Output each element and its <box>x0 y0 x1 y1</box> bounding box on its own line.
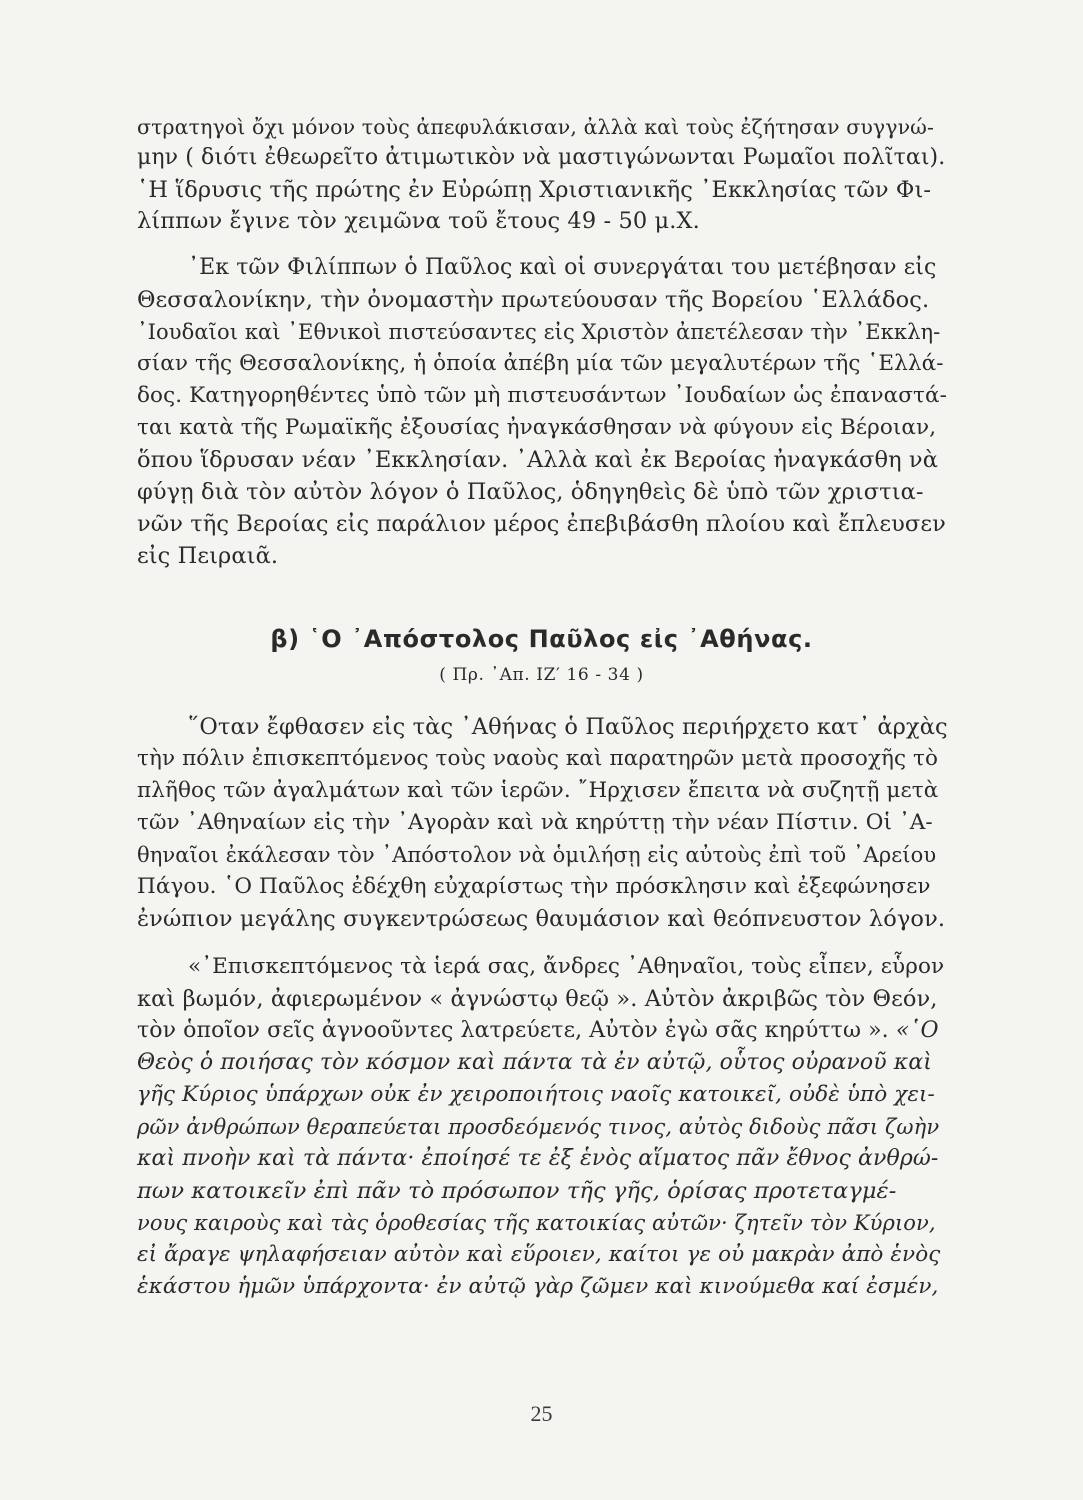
italic-text-line: πων κατοικεῖν ἐπὶ πᾶν τὸ πρόσωπον τῆς γῆς, ὁρίσας προτεταγμέ- <box>137 1178 897 1204</box>
text-line: τῶν ᾿Αθηναίων εἰς τὴν ᾿Αγορὰν καὶ νὰ κηρύττῃ τὴν νέαν Πίστιν. Οἱ ᾿Α- <box>137 810 933 835</box>
text-line: «᾿Επισκεπτόμενος τὰ ἱερά σας, ἄνδρες ᾿Αθηναῖοι, τοὺς εἶπεν, εὗρον <box>188 954 945 979</box>
text-italic: «῾Ο <box>895 1018 939 1043</box>
section-heading: β) ῾Ο ᾿Απόστολος Παῦλος εἰς ᾿Αθήνας. <box>270 625 813 653</box>
text-line: εἰς Πειραιᾶ. <box>137 543 279 569</box>
text-line: Πάγου. ῾Ο Παῦλος ἐδέχθη εὐχαρίστως τὴν πρόσκλησιν καὶ ἐξεφώνησεν <box>137 874 931 899</box>
italic-text-line: ἑκάστου ἡμῶν ὑπάρχοντα· ἐν αὐτῷ γὰρ ζῶμεν καὶ κινούμεθα καί ἐσμέν, <box>137 1274 939 1299</box>
text-regular: τὸν ὁποῖον σεῖς ἀγνοοῦντες λατρεύετε, Αὐτὸν ἐγὼ σᾶς κηρύττω ». <box>137 1018 896 1043</box>
text-line: νῶν τῆς Βεροίας εἰς παράλιον μέρος ἐπεβιβάσθη πλοίου καὶ ἔπλευσεν <box>137 511 946 537</box>
text-line: ᾿Ιουδαῖοι καὶ ᾿Εθνικοὶ πιστεύσαντες εἰς Χριστὸν ἀπετέλεσαν τὴν ᾿Εκκλη- <box>137 320 941 344</box>
text-line-mixed <box>137 1016 947 1046</box>
page-number: 25 <box>530 1401 553 1426</box>
text-line: Θεσσαλονίκην, τὴν ὀνομαστὴν πρωτεύουσαν τῆς Βορείου ῾Ελλάδος. <box>137 287 930 313</box>
italic-text-line: γῆς Κύριος ὑπάρχων οὐκ ἐν χειροποιήτοις ναοῖς κατοικεῖ, οὐδὲ ὑπὸ χει- <box>137 1082 935 1107</box>
text-line: τὴν πόλιν ἐπισκεπτόμενος τοὺς ναοὺς καὶ παρατηρῶν μετὰ προσοχῆς τὸ <box>137 746 939 771</box>
italic-text-line: καὶ πνοὴν καὶ τὰ πάντα· ἐποίησέ τε ἐξ ἑνὸς αἵματος πᾶν ἔθνος ἀνθρώ- <box>137 1146 939 1171</box>
text-line: φύγῃ διὰ τὸν αὐτὸν λόγον ὁ Παῦλος, ὁδηγηθεὶς δὲ ὑπὸ τῶν χριστια- <box>137 479 924 505</box>
text-line: πλῆθος τῶν ἀγαλμάτων καὶ τῶν ἱερῶν. ῎Ηρχισεν ἔπειτα νὰ συζητῇ μετὰ <box>137 778 939 803</box>
scripture-reference: ( Πρ. ᾿Απ. ΙΖ′ 16 - 34 ) <box>439 665 644 685</box>
text-line: ται κατὰ τῆς Ρωμαϊκῆς ἐξουσίας ἠναγκάσθησαν νὰ φύγουν εἰς Βέροιαν, <box>137 415 937 440</box>
text-line: δος. Κατηγορηθέντες ὑπὸ τῶν μὴ πιστευσάντων ᾿Ιουδαίων ὡς ἐπαναστά- <box>137 383 947 408</box>
text-line: ῾Η ἵδρυσις τῆς πρώτης ἐν Εὐρώπῃ Χριστιανικῆς ᾿Εκκλησίας τῶν Φι- <box>137 177 932 203</box>
text-line: ᾿Εκ τῶν Φιλίππων ὁ Παῦλος καὶ οἱ συνεργάται του μετέβησαν εἰς <box>188 255 937 280</box>
text-line: σίαν τῆς Θεσσαλονίκης, ἡ ὁποία ἀπέβη μία τῶν μεγαλυτέρων τῆς ῾Ελλά- <box>137 351 944 376</box>
italic-text-line: ρῶν ἀνθρώπων θεραπεύεται προσδεόμενός τινος, αὐτὸς διδοὺς πᾶσι ζωὴν <box>137 1115 940 1139</box>
text-line: ὅπου ἵδρυσαν νέαν ᾿Εκκλησίαν. ᾿Αλλὰ καὶ ἐκ Βεροίας ἠναγκάσθη νὰ <box>137 447 939 473</box>
text-line: μην ( διότι ἐθεωρεῖτο ἀτιμωτικὸν νὰ μαστιγώνωνται Ρωμαῖοι πολῖται). <box>137 145 946 170</box>
text-line: θηναῖοι ἐκάλεσαν τὸν ᾿Απόστολον νὰ ὁμιλήσῃ εἰς αὐτοὺς ἐπὶ τοῦ ᾿Αρείου <box>137 843 937 867</box>
text-line: λίππων ἔγινε τὸν χειμῶνα τοῦ ἔτους 49 - 50 μ.Χ. <box>137 208 700 234</box>
text-line: στρατηγοὶ ὄχι μόνον τοὺς ἀπεφυλάκισαν, ἀλλὰ καὶ τοὺς ἐζήτησαν συγγνώ- <box>137 115 935 139</box>
text-line: καὶ βωμόν, ἀφιερωμένον « ἀγνώστῳ θεῷ ». Αὐτὸν ἀκριβῶς τὸν Θεόν, <box>137 986 938 1012</box>
italic-text-line: νους καιροὺς καὶ τὰς ὁροθεσίας τῆς κατοικίας αὐτῶν· ζητεῖν τὸν Κύριον, <box>137 1211 936 1235</box>
italic-text-line: Θεὸς ὁ ποιήσας τὸν κόσμον καὶ πάντα τὰ ἐν αὐτῷ, οὗτος οὐρανοῦ καὶ <box>137 1050 933 1075</box>
italic-text-line: εἰ ἄραγε ψηλαφήσειαν αὐτὸν καὶ εὕροιεν, καίτοι γε οὐ μακρὰν ἀπὸ ἑνὸς <box>137 1242 941 1267</box>
text-line: ἐνώπιον μεγάλης συγκεντρώσεως θαυμάσιον καὶ θεόπνευστον λόγον. <box>137 906 946 932</box>
text-line: ῞Οταν ἔφθασεν εἰς τὰς ᾿Αθήνας ὁ Παῦλος περιήρχετο κατ᾿ ἀρχὰς <box>188 714 948 740</box>
